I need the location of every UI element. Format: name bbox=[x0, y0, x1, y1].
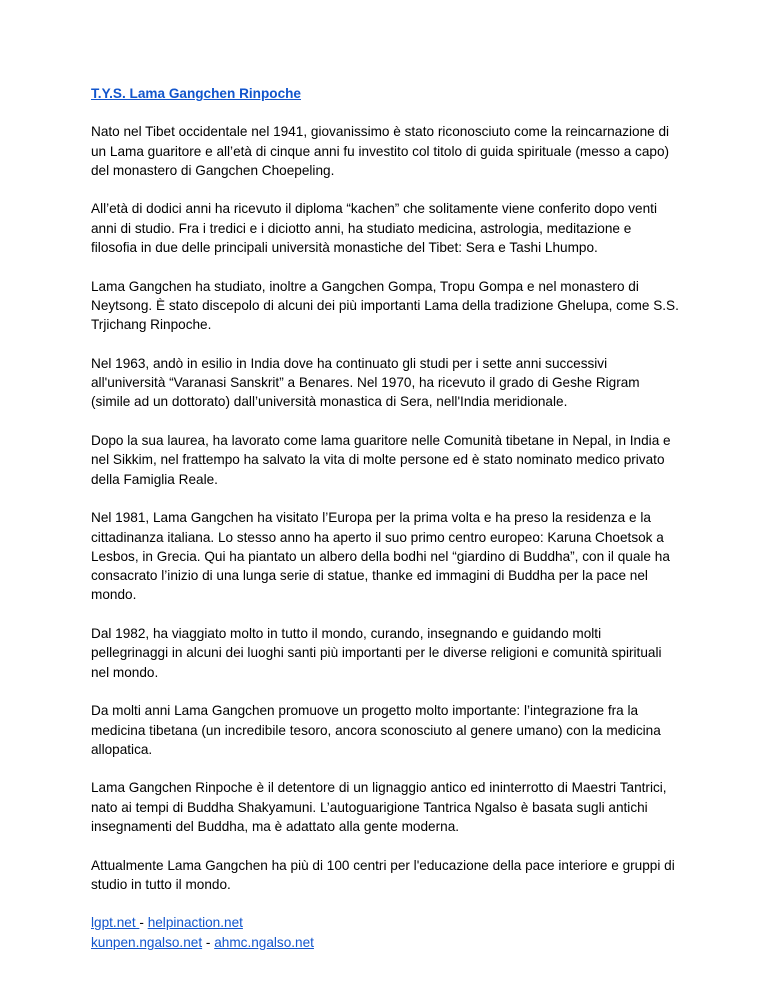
link-helpinaction[interactable]: helpinaction.net bbox=[147, 915, 243, 931]
paragraph-exile: Nel 1963, andò in esilio in India dove ha continuato gli studi per i sette anni successivi all'università “Varanasi Sanskrit” a Benares. Nel 1970, ha ricevuto il grado di Geshe Rigram (simile ad un dottorato) dall’università monastica di Sera, nell'India meridionale. bbox=[91, 355, 640, 410]
link-kunpen[interactable]: kunpen.ngalso.net bbox=[91, 934, 203, 950]
links-line-1 bbox=[91, 913, 681, 932]
link-lgpt[interactable]: lgpt.net bbox=[91, 915, 140, 931]
paragraph-birth: Nato nel Tibet occidentale nel 1941, giovanissimo è stato riconosciuto come la reincarnazione di un Lama guaritore e all’età di cinque anni fu investito col titolo di guida spirituale (messo a capo) del monastero di Gangchen Choepeling. bbox=[91, 124, 670, 178]
paragraph-lineage: Lama Gangchen Rinpoche è il detentore di un lignaggio antico ed ininterrotto di Maestri Tantrici, nato ai tempi di Buddha Shakyamuni. L’autoguarigione Tantrica Ngalso è basata sugli antichi insegnamenti del Buddha, ma è adattato alla gente moderna. bbox=[91, 780, 667, 834]
paragraph-kachen-diploma: All’età di dodici anni ha ricevuto il diploma “kachen” che solitamente viene conferito dopo venti anni di studio. Fra i tredici e i diciotto anni, ha studiato medicina, astrologia, meditazione e filosofia in due delle principali università monastiche del Tibet: Sera e Tashi Lhumpo. bbox=[91, 201, 657, 256]
link-separator: - bbox=[202, 934, 215, 950]
paragraph-centers: Attualmente Lama Gangchen ha più di 100 centri per l'educazione della pace interiore e gruppi di studio in tutto il mondo. bbox=[91, 857, 675, 892]
document-title bbox=[91, 84, 681, 103]
title-link[interactable]: T.Y.S. Lama Gangchen Rinpoche bbox=[91, 86, 301, 101]
paragraph-studies: Lama Gangchen ha studiato, inoltre a Gangchen Gompa, Tropu Gompa e nel monastero di Neytsong. È stato discepolo di alcuni dei più importanti Lama della tradizione Ghelupa, come S.S. Trjichang Rinpoche. bbox=[91, 278, 679, 333]
links-block bbox=[91, 913, 681, 952]
links-line-2 bbox=[91, 933, 681, 952]
link-separator: - bbox=[139, 915, 148, 931]
paragraph-healer: Dopo la sua laurea, ha lavorato come lama guaritore nelle Comunità tibetane in Nepal, in India e nel Sikkim, nel frattempo ha salvato la vita di molte persone ed è stato nominato medico privato della Famiglia Reale. bbox=[91, 433, 671, 487]
document-body bbox=[91, 84, 681, 952]
paragraph-medicine-project: Da molti anni Lama Gangchen promuove un progetto molto importante: l’integrazione fra la medicina tibetana (un incredibile tesoro, ancora sconosciuto al genere umano) con la medicina allopatica. bbox=[91, 703, 661, 757]
link-ahmc[interactable]: ahmc.ngalso.net bbox=[214, 934, 314, 950]
paragraph-travels: Dal 1982, ha viaggiato molto in tutto il mondo, curando, insegnando e guidando molti pellegrinaggi in alcuni dei luoghi santi più importanti per le diverse religioni e comunità spirituali nel mondo. bbox=[91, 626, 662, 680]
paragraph-europe: Nel 1981, Lama Gangchen ha visitato l’Europa per la prima volta e ha preso la residenza e la cittadinanza italiana. Lo stesso anno ha aperto il suo primo centro europeo: Karuna Choetsok a Lesbos, in Grecia. Qui ha piantato un albero della bodhi nel “giardino di Buddha”, con il quale ha consacrato l’inizio di una lunga serie di statue, thanke ed immagini di Buddha per la pace nel mondo. bbox=[91, 510, 670, 603]
